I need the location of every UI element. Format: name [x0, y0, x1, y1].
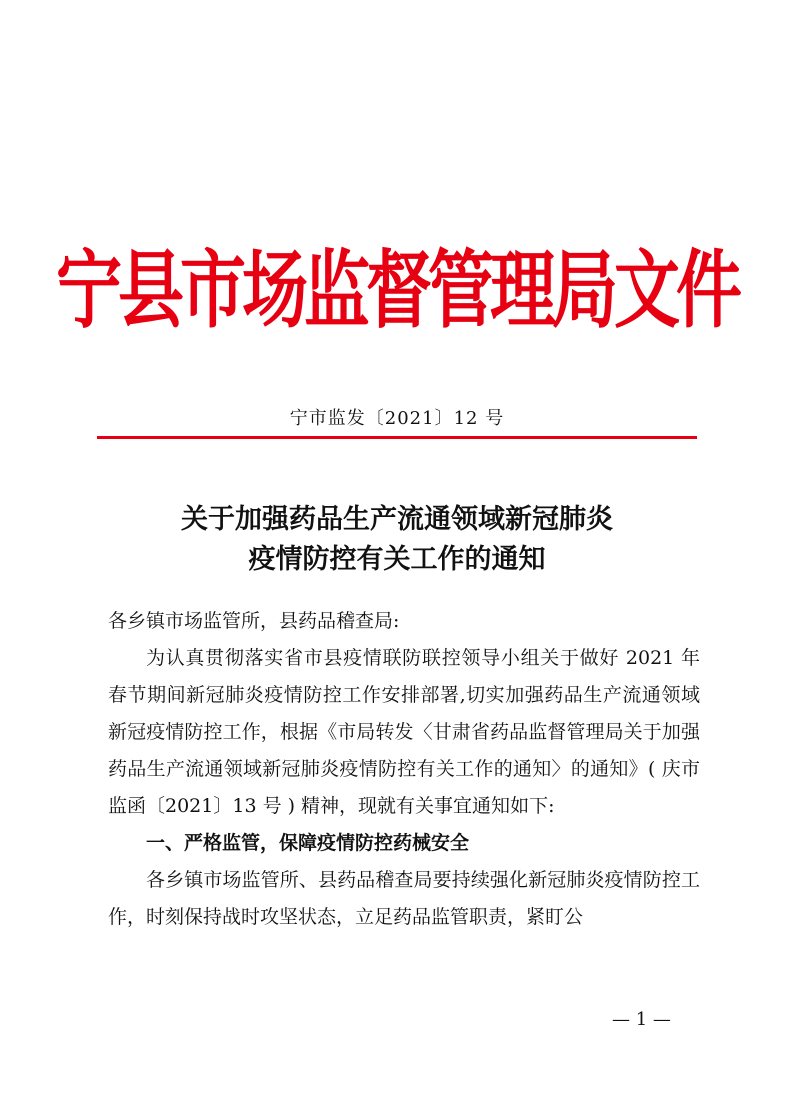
section-heading-1: 一、严格监管，保障疫情防控药械安全: [146, 832, 470, 854]
title-line-1: 关于加强药品生产流通领域新冠肺炎: [181, 504, 613, 535]
document-number: 宁市监发〔2021〕12 号: [289, 408, 505, 429]
red-divider-line: [97, 436, 697, 439]
paragraph-intro: 为认真贯彻落实省市县疫情联防联控领导小组关于做好 2021 年春节期间新冠肺炎疫情防控工作安排部署,切实加强药品生产流通领域新冠疫情防控工作，根据《市局转发〈甘肃省药品监督管理局关于加强药品生产流通领域新冠肺炎疫情防控有关工作的通知〉的通知》( 庆市监函〔2021〕13 号 ) 精神，现就有关事宜通知如下:: [108, 647, 700, 817]
salutation: 各乡镇市场监管所，县药品稽查局:: [108, 610, 400, 632]
document-body: [108, 603, 700, 936]
paragraph-section-1: 各乡镇市场监管所、县药品稽查局要持续强化新冠肺炎疫情防控工作，时刻保持战时攻坚状态，立足药品监管职责，紧盯公: [108, 869, 700, 928]
title-line-2: 疫情防控有关工作的通知: [248, 544, 546, 575]
document-title: [0, 500, 794, 580]
document-masthead: 宁县市场监督管理局文件: [56, 241, 738, 340]
page-number: — 1 —: [612, 1009, 671, 1030]
